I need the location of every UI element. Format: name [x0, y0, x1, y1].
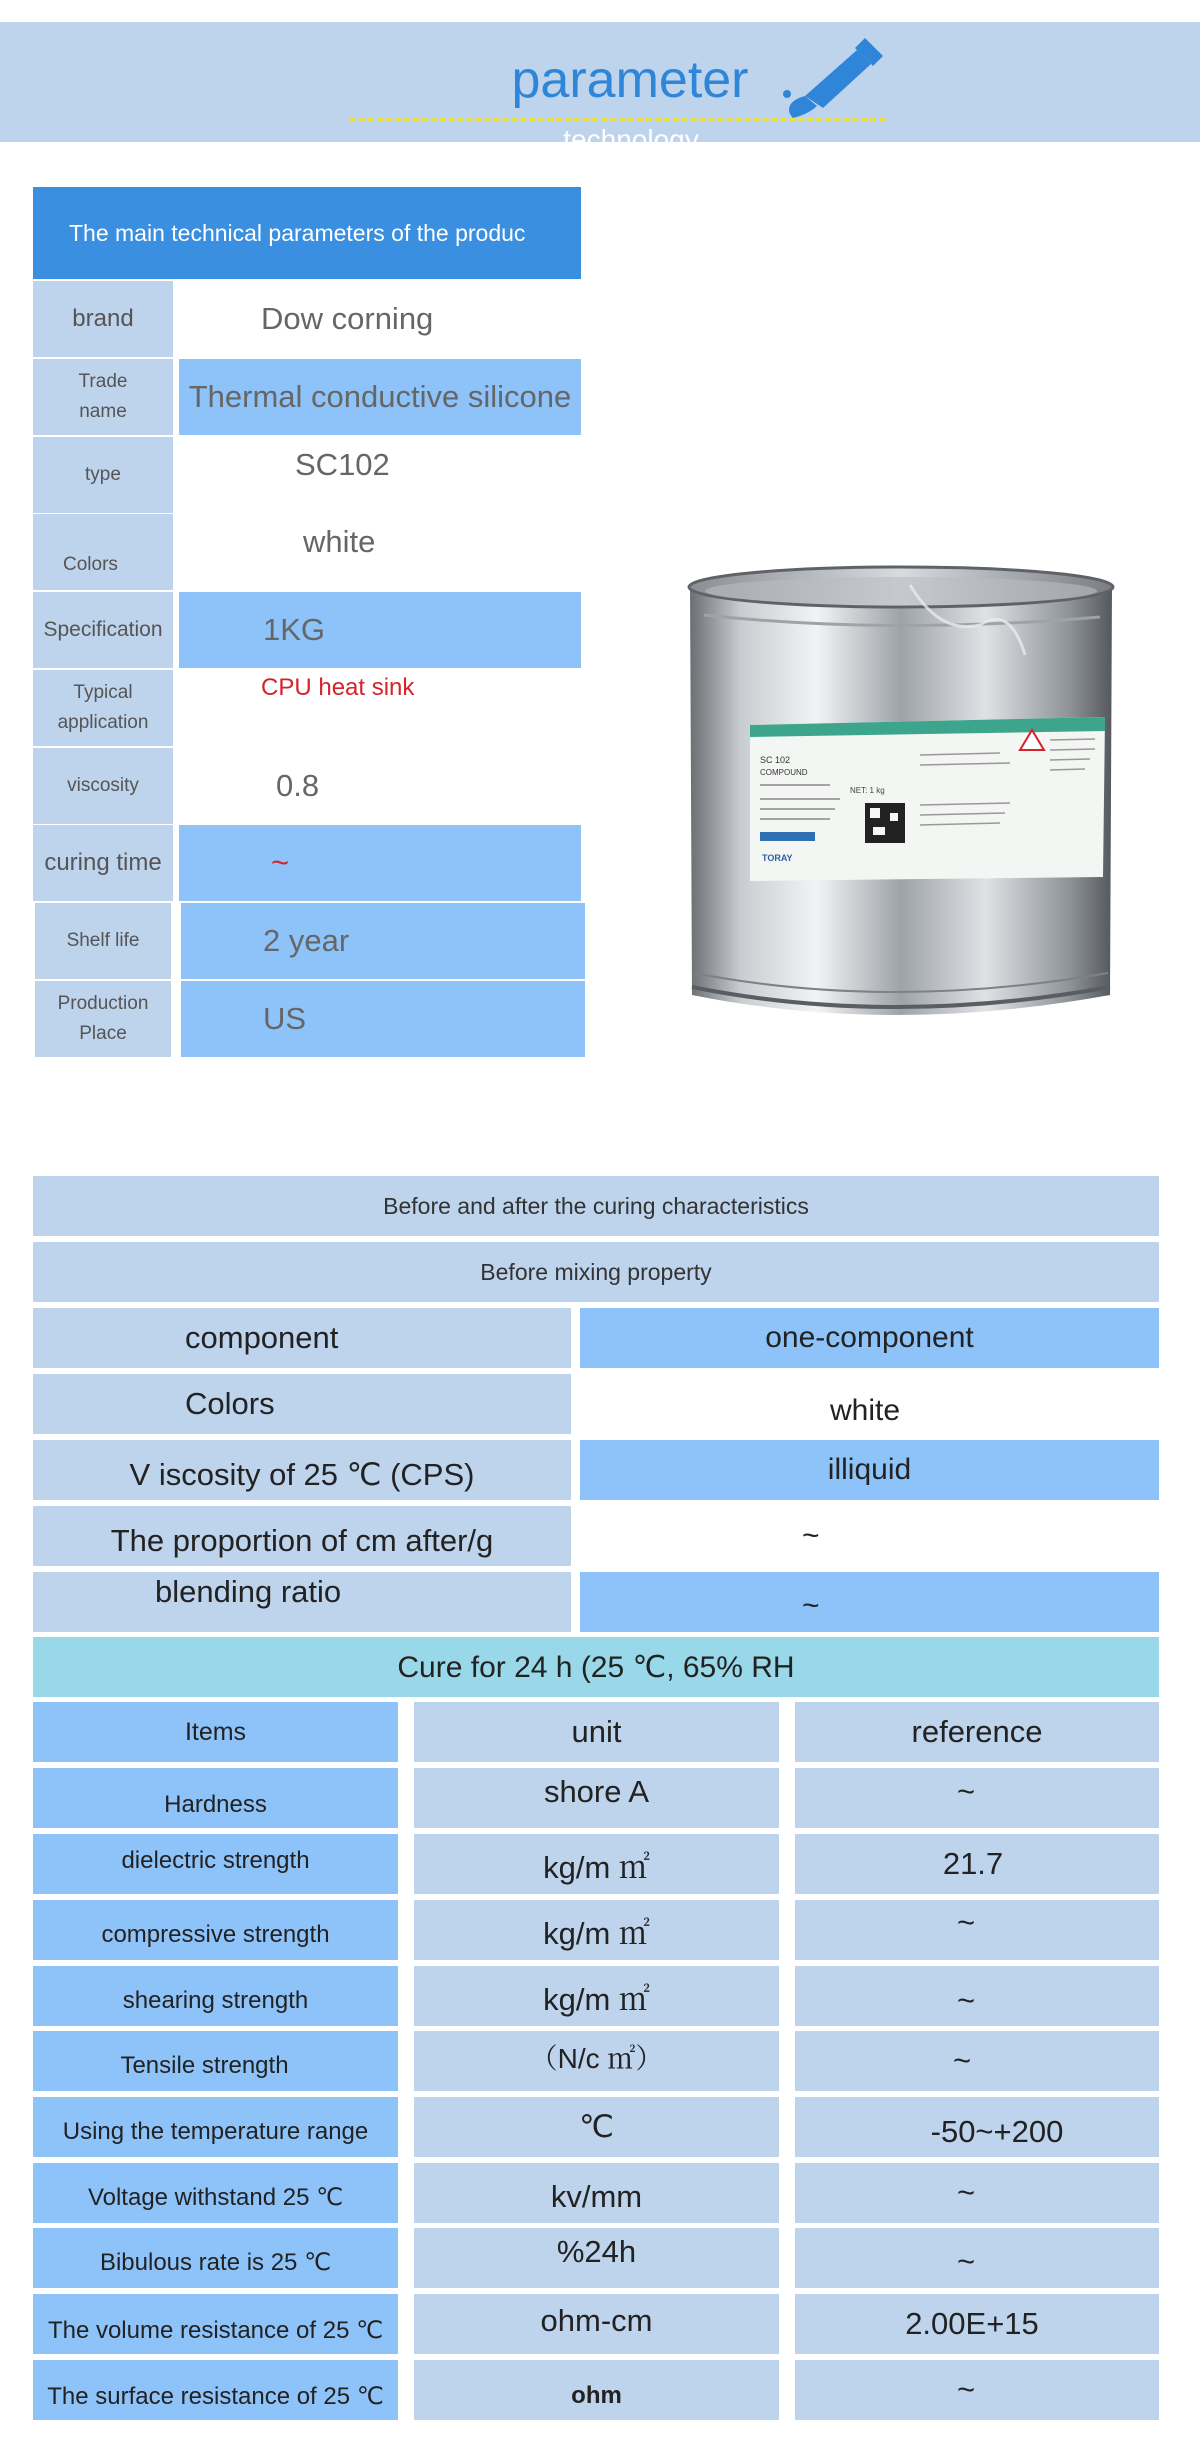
property-reference: ~	[795, 1966, 1159, 2026]
mix-label: The proportion of cm after/g	[33, 1506, 571, 1566]
column-header-items: Items	[33, 1702, 398, 1762]
property-reference: ~	[795, 2031, 1159, 2091]
curing-subtitle: Before mixing property	[33, 1242, 1159, 1302]
property-unit: kv/mm	[414, 2163, 779, 2223]
property-reference: ~	[795, 2360, 1159, 2420]
property-item: Using the temperature range	[33, 2097, 398, 2157]
property-item: compressive strength	[33, 1900, 398, 1960]
param-table-heading: The main technical parameters of the produc	[33, 187, 581, 279]
paint-tube-icon	[775, 38, 890, 120]
header-subtitle: technology	[563, 124, 699, 155]
can-label-type: COMPOUND	[760, 768, 808, 777]
property-item: shearing strength	[33, 1966, 398, 2026]
property-reference: 2.00E+15	[795, 2294, 1159, 2354]
header-title: parameter	[511, 51, 749, 109]
mix-value: ~	[580, 1572, 1159, 1632]
mix-label: V iscosity of 25 ℃ (CPS)	[33, 1440, 571, 1500]
header-banner	[0, 22, 1200, 155]
property-reference: ~	[795, 2163, 1159, 2223]
property-item: Hardness	[33, 1768, 398, 1828]
param-value: ~	[179, 825, 581, 901]
property-unit: ohm-cm	[414, 2294, 779, 2354]
mix-label: component	[33, 1308, 571, 1368]
property-item: The surface resistance of 25 ℃	[33, 2360, 398, 2420]
property-unit: ℃	[414, 2097, 779, 2157]
param-value: Dow corning	[261, 301, 434, 336]
property-item: dielectric strength	[33, 1834, 398, 1894]
param-label: type	[33, 437, 173, 513]
curing-title: Before and after the curing characteristics	[33, 1176, 1159, 1236]
param-label: Shelf life	[35, 903, 171, 979]
param-value: 1KG	[179, 592, 581, 668]
property-unit: kg/m ㎡	[414, 1966, 779, 2026]
property-item: The volume resistance of 25 ℃	[33, 2294, 398, 2354]
param-value: SC102	[295, 447, 390, 482]
can-label-weight: NET: 1 kg	[850, 786, 885, 795]
column-header-unit: unit	[414, 1702, 779, 1762]
mix-label: blending ratio	[33, 1572, 571, 1632]
param-label: curing time	[33, 825, 173, 901]
mix-value: illiquid	[580, 1440, 1159, 1500]
can-label-brand: TORAY	[762, 853, 793, 863]
can-label-code: SC 102	[760, 755, 791, 765]
mix-label: Colors	[33, 1374, 571, 1434]
param-value: Thermal conductive silicone	[179, 359, 581, 435]
param-value: CPU heat sink	[261, 674, 415, 701]
property-reference: ~	[795, 1768, 1159, 1828]
property-unit: ohm	[414, 2360, 779, 2420]
mix-value: ~	[802, 1519, 820, 1552]
param-label: viscosity	[33, 748, 173, 824]
param-value: 2 year	[181, 903, 585, 979]
property-unit: kg/m ㎡	[414, 1834, 779, 1894]
param-label: Trade name	[33, 359, 173, 435]
property-reference: -50~+200	[795, 2097, 1159, 2157]
param-label: brand	[33, 281, 173, 357]
mix-value: white	[830, 1394, 901, 1427]
param-label: Typical application	[33, 670, 173, 746]
param-value: 0.8	[276, 768, 320, 803]
param-value: white	[303, 524, 376, 559]
param-value: US	[181, 981, 585, 1057]
property-unit: kg/m ㎡	[414, 1900, 779, 1960]
property-unit: shore A	[414, 1768, 779, 1828]
property-reference: 21.7	[795, 1834, 1159, 1894]
property-unit: （N/c ㎡）	[414, 2031, 779, 2091]
property-reference: ~	[795, 1900, 1159, 1960]
property-unit: %24h	[414, 2228, 779, 2288]
param-label: Specification	[33, 592, 173, 668]
param-label: Colors	[33, 514, 173, 590]
column-header-reference: reference	[795, 1702, 1159, 1762]
property-reference: ~	[795, 2228, 1159, 2288]
cure-condition-band: Cure for 24 h (25 ℃, 65% RH	[33, 1637, 1159, 1697]
property-item: Voltage withstand 25 ℃	[33, 2163, 398, 2223]
product-can-image	[680, 565, 1120, 1035]
property-item: Bibulous rate is 25 ℃	[33, 2228, 398, 2288]
param-label: Production Place	[35, 981, 171, 1057]
mix-value: one-component	[580, 1308, 1159, 1368]
property-item: Tensile strength	[33, 2031, 398, 2091]
